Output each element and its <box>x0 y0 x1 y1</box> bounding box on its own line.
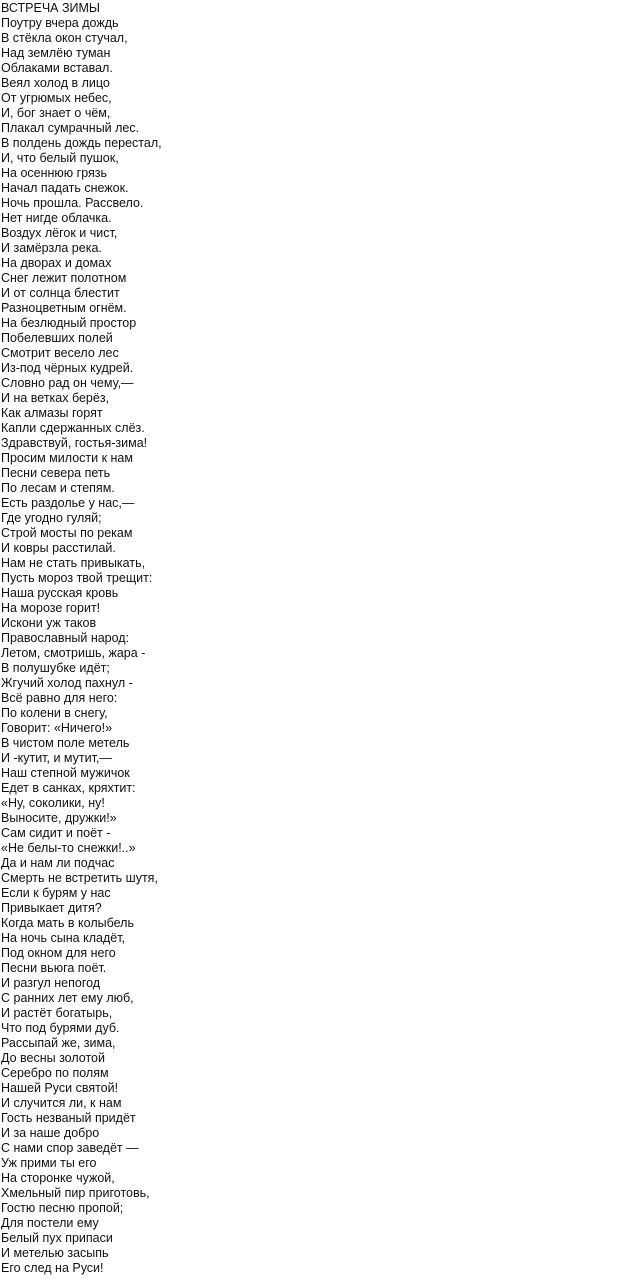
poem-line: Как алмазы горят <box>1 406 103 420</box>
poem-line: До весны золотой <box>1 1051 105 1065</box>
poem-line: Едет в санках, кряхтит: <box>1 781 136 795</box>
poem-line: Для постели ему <box>1 1216 99 1230</box>
poem-line: Серебро по полям <box>1 1066 109 1080</box>
poem-line: И растёт богатырь, <box>1 1006 113 1020</box>
poem-line: Летом, смотришь, жара - <box>1 646 146 660</box>
poem-line: С нами спор заведёт — <box>1 1141 139 1155</box>
poem-line: Смотрит весело лес <box>1 346 119 360</box>
poem-line: Песни вьюга поёт. <box>1 961 107 975</box>
poem-line: Рассыпай же, зима, <box>1 1036 116 1050</box>
poem-line: Белый пух припаси <box>1 1231 113 1245</box>
poem-line: И от солнца блестит <box>1 286 120 300</box>
poem-line: Разноцветным огнём. <box>1 301 127 315</box>
poem-line: Нет нигде облачка. <box>1 211 112 225</box>
poem-line: Капли сдержанных слёз. <box>1 421 145 435</box>
poem-line: На ночь сына кладёт, <box>1 931 126 945</box>
poem-line: На дворах и домах <box>1 256 112 270</box>
poem-title: ВСТРЕЧА ЗИМЫ <box>1 1 100 15</box>
poem-line: И случится ли, к нам <box>1 1096 122 1110</box>
poem-line: И разгул непогод <box>1 976 101 990</box>
poem-line: И метелью засыпь <box>1 1246 109 1260</box>
poem-line: Хмельный пир приготовь, <box>1 1186 150 1200</box>
poem-line: Выносите, дружки!» <box>1 811 117 825</box>
poem-line: Нам не стать привыкать, <box>1 556 146 570</box>
poem-line: Строй мосты по рекам <box>1 526 133 540</box>
poem-line: Песни севера петь <box>1 466 111 480</box>
poem-line: Когда мать в колыбель <box>1 916 134 930</box>
poem-line: В полушубке идёт; <box>1 661 110 675</box>
poem-line: Под окном для него <box>1 946 116 960</box>
poem-line: Побелевших полей <box>1 331 113 345</box>
poem-line: Просим милости к нам <box>1 451 133 465</box>
poem-line: И, бог знает о чём, <box>1 106 111 120</box>
poem-line: Где угодно гуляй; <box>1 511 102 525</box>
poem-line: На осеннюю грязь <box>1 166 108 180</box>
poem-line: Искони уж таков <box>1 616 97 630</box>
poem-line: На морозе горит! <box>1 601 101 615</box>
poem-line: Пусть мороз твой трещит: <box>1 571 153 585</box>
poem-line: Нашей Руси святой! <box>1 1081 119 1095</box>
poem-line: Здравствуй, гостья-зима! <box>1 436 148 450</box>
poem-line: И за наше добро <box>1 1126 100 1140</box>
poem-line: Начал падать снежок. <box>1 181 129 195</box>
poem-line: Да и нам ли подчас <box>1 856 115 870</box>
poem-body <box>1 16 162 1276</box>
poem-line: В стёкла окон стучал, <box>1 31 128 45</box>
poem-line: Смерть не встретить шутя, <box>1 871 158 885</box>
poem-line: Облаками вставал. <box>1 61 113 75</box>
poem-line: Уж прими ты его <box>1 1156 97 1170</box>
poem-line: Что под бурями дуб. <box>1 1021 120 1035</box>
poem-line: И -кутит, и мутит,— <box>1 751 112 765</box>
poem-line: Привыкает дитя? <box>1 901 102 915</box>
poem-line: Веял холод в лицо <box>1 76 110 90</box>
poem-document <box>1 1 162 1276</box>
poem-line: Всё равно для него: <box>1 691 118 705</box>
poem-line: Сам сидит и поёт - <box>1 826 111 840</box>
poem-line: По лесам и степям. <box>1 481 115 495</box>
poem-line: Гостю песню пропой; <box>1 1201 124 1215</box>
poem-line: И, что белый пушок, <box>1 151 119 165</box>
poem-line: С ранних лет ему люб, <box>1 991 134 1005</box>
poem-line: Наша русская кровь <box>1 586 119 600</box>
poem-line: Жгучий холод пахнул - <box>1 676 133 690</box>
poem-line: В полдень дождь перестал, <box>1 136 162 150</box>
poem-line: Поутру вчера дождь <box>1 16 119 30</box>
poem-line: Наш степной мужичок <box>1 766 130 780</box>
poem-line: На безлюдный простор <box>1 316 137 330</box>
poem-line: Ночь прошла. Рассвело. <box>1 196 144 210</box>
poem-line: «Не белы-то снежки!..» <box>1 841 136 855</box>
poem-line: «Ну, соколики, ну! <box>1 796 105 810</box>
poem-line: Словно рад он чему,— <box>1 376 134 390</box>
poem-line: Над землёю туман <box>1 46 111 60</box>
poem-line: Воздух лёгок и чист, <box>1 226 118 240</box>
poem-line: Гость незваный придёт <box>1 1111 136 1125</box>
poem-line: На сторонке чужой, <box>1 1171 115 1185</box>
poem-line: От угрюмых небес, <box>1 91 112 105</box>
poem-line: Из-под чёрных кудрей. <box>1 361 134 375</box>
poem-line: И замёрзла река. <box>1 241 102 255</box>
poem-line: По колени в снегу, <box>1 706 108 720</box>
poem-line: Есть раздолье у нас,— <box>1 496 135 510</box>
poem-line: В чистом поле метель <box>1 736 130 750</box>
poem-line: Православный народ: <box>1 631 130 645</box>
poem-line: Если к бурям у нас <box>1 886 111 900</box>
poem-line: Плакал сумрачный лес. <box>1 121 140 135</box>
poem-line: И ковры расстилай. <box>1 541 116 555</box>
poem-line: Его след на Руси! <box>1 1261 104 1275</box>
poem-line: И на ветках берёз, <box>1 391 110 405</box>
poem-line: Снег лежит полотном <box>1 271 127 285</box>
poem-line: Говорит: «Ничего!» <box>1 721 113 735</box>
